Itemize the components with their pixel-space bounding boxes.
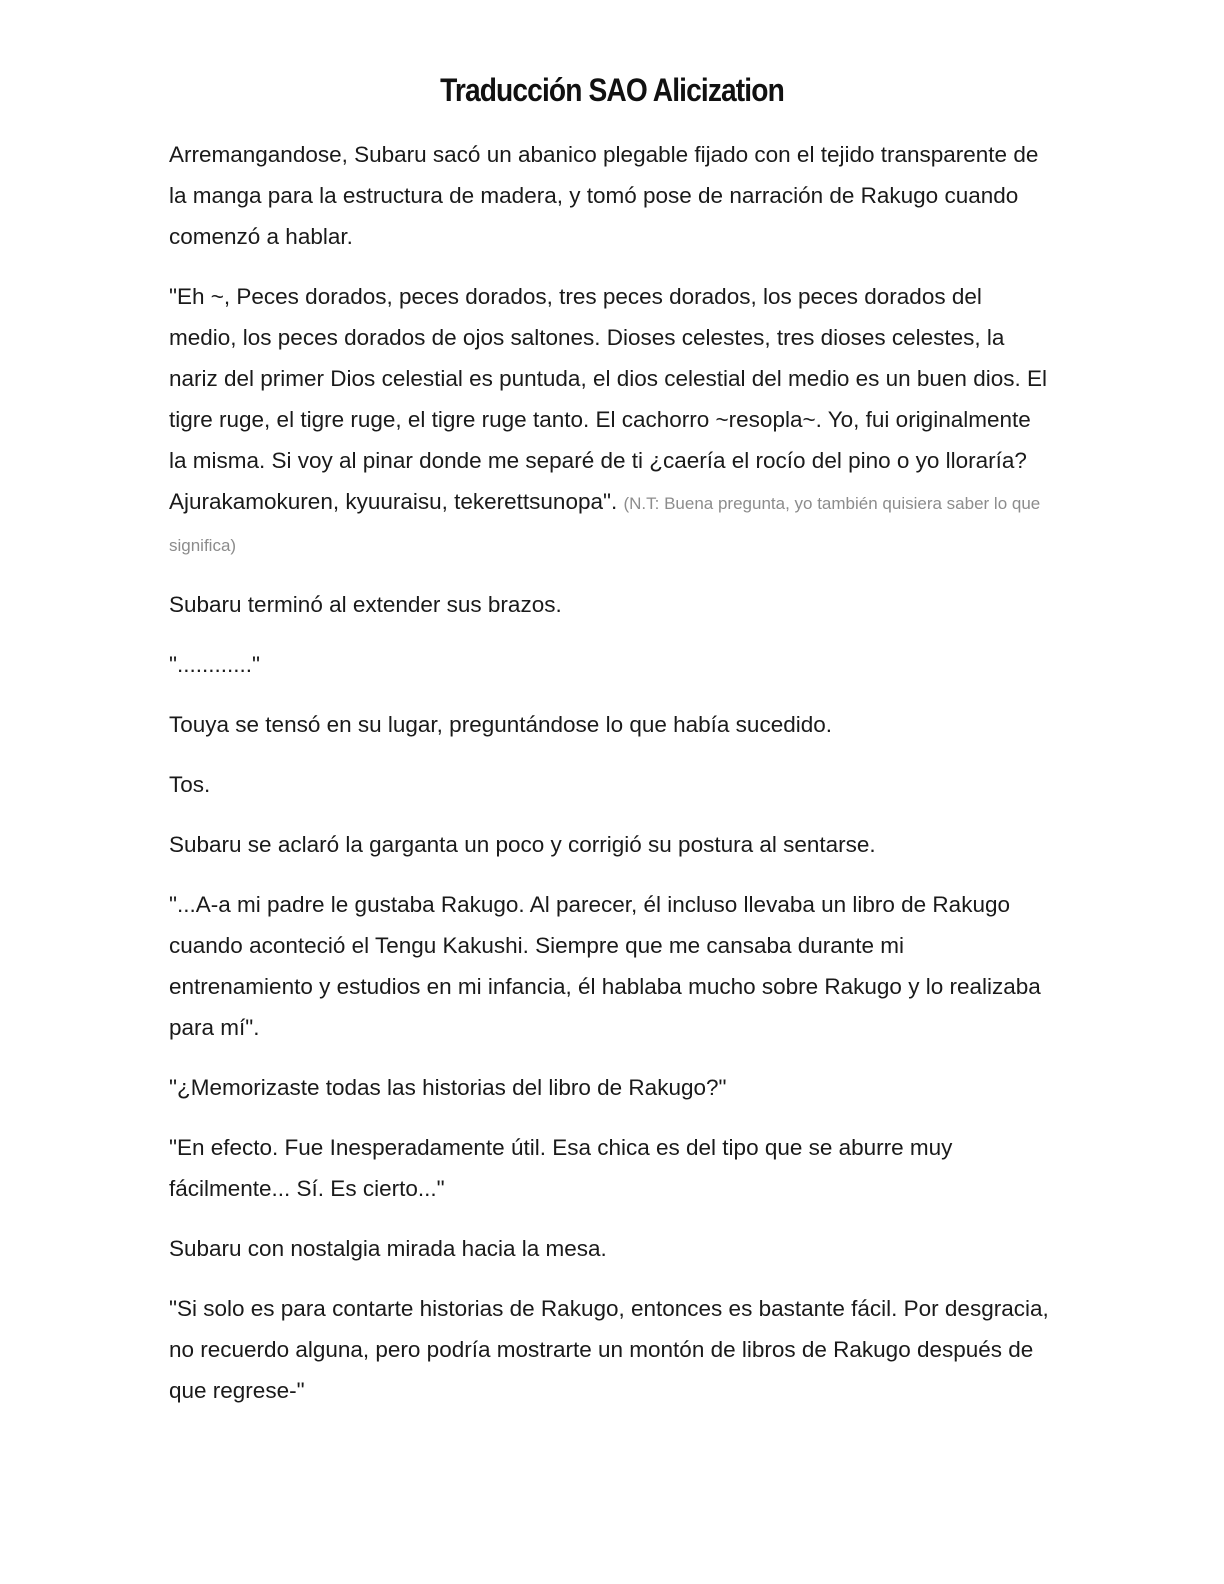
paragraph: Subaru con nostalgia mirada hacia la mesa.	[169, 1236, 607, 1261]
paragraph: Touya se tensó en su lugar, preguntándose lo que había sucedido.	[169, 712, 832, 737]
translator-note: (N.T: Buena pregunta, yo también quisiera saber lo que significa)	[169, 494, 1041, 555]
paragraph: "En efecto. Fue Inesperadamente útil. Esa chica es del tipo que se aburre muy fácilmente... Sí. Es cierto..."	[169, 1135, 953, 1201]
paragraph: "Si solo es para contarte historias de Rakugo, entonces es bastante fácil. Por desgracia, no recuerdo alguna, pero podría mostrarte un montón de libros de Rakugo después de que regrese-"	[169, 1296, 1049, 1403]
paragraph: Arremangandose, Subaru sacó un abanico plegable fijado con el tejido transparente de la manga para la estructura de madera, y tomó pose de narración de Rakugo cuando comenzó a hablar.	[169, 142, 1039, 249]
paragraph: Subaru terminó al extender sus brazos.	[169, 592, 562, 617]
paragraph: "...A-a mi padre le gustaba Rakugo. Al parecer, él incluso llevaba un libro de Rakugo cuando aconteció el Tengu Kakushi. Siempre que me cansaba durante mi entrenamiento y estudios en mi infancia, él hablaba mucho sobre Rakugo y lo realizaba para mí".	[169, 892, 1041, 1040]
document-body	[169, 134, 1049, 1430]
paragraph: "............"	[169, 652, 260, 677]
document-title: Traducción SAO Alicization	[440, 72, 784, 108]
paragraph: Subaru se aclaró la garganta un poco y corrigió su postura al sentarse.	[169, 832, 876, 857]
paragraph	[169, 276, 1049, 565]
paragraph-text: "Eh ~, Peces dorados, peces dorados, tres peces dorados, los peces dorados del medio, los peces dorados de ojos saltones. Dioses celestes, tres dioses celestes, la nariz del primer Dios celestial es puntuda, el dios celestial del medio es un buen dios. El tigre ruge, el tigre ruge, el tigre ruge tanto. El cachorro ~resopla~. Yo, fui originalmente la misma. Si voy al pinar donde me separé de ti ¿caería el rocío del pino o yo lloraría? Ajurakamokuren, kyuuraisu, tekerettsunopa".	[169, 284, 1047, 514]
paragraph: Tos.	[169, 772, 211, 797]
paragraph: "¿Memorizaste todas las historias del libro de Rakugo?"	[169, 1075, 727, 1100]
